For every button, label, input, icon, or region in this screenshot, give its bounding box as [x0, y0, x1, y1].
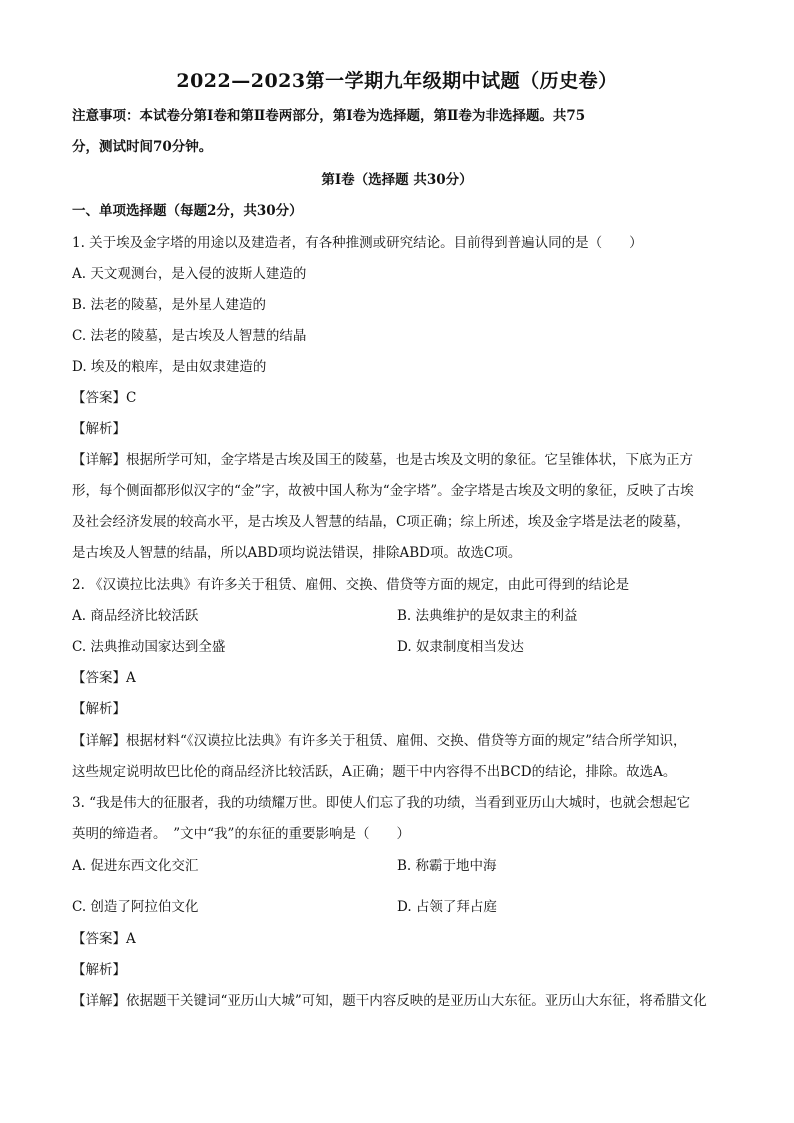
q1-analysis-label: 【解析】 [72, 421, 126, 437]
q2-answer: 【答案】A [72, 670, 136, 686]
q1-option-c: C. 法老的陵墓，是古埃及人智慧的结晶 [72, 328, 307, 344]
q2-options-row-1 [72, 606, 732, 626]
q3-stem-line-2: 英明的缔造者。 ”文中“我”的东征的重要影响是（ ） [72, 826, 410, 842]
q1-detail-line: 是古埃及人智慧的结晶，所以ABD项均说法错误，排除ABD项。故选C项。 [72, 545, 522, 561]
q3-stem-line-1: 3. “我是伟大的征服者，我的功绩耀万世。即使人们忘了我的功绩，当看到亚历山大城时，也就会想起它 [72, 795, 691, 811]
q2-stem: 2. 《汉谟拉比法典》有许多关于租赁、雇佣、交换、借贷等方面的规定，由此可得到的结论是 [72, 577, 630, 593]
q1-detail-line: 【详解】根据所学可知，金字塔是古埃及国王的陵墓，也是古埃及文明的象征。它呈锥体状，下底为正方 [72, 452, 693, 468]
q1-option-a: A. 天文观测台，是入侵的波斯人建造的 [72, 266, 307, 282]
page-title: 2022—2023第一学期九年级期中试题（历史卷） [176, 70, 618, 92]
q3-detail-line: 【详解】依据题干关键词“亚历山大城”可知，题干内容反映的是亚历山大东征。亚历山大东征，将希腊文化 [72, 993, 707, 1009]
q3-options-row-1 [72, 856, 732, 876]
part-title: 一、单项选择题（每题2分，共30分） [72, 203, 303, 219]
q2-option-a: A. 商品经济比较活跃 [72, 608, 199, 624]
q3-option-c: C. 创造了阿拉伯文化 [72, 899, 199, 915]
q3-answer: 【答案】A [72, 931, 136, 947]
q3-option-a: A. 促进东西文化交汇 [72, 858, 199, 874]
section-title: 第Ⅰ卷（选择题 共30分） [321, 172, 473, 188]
q1-option-b: B. 法老的陵墓，是外星人建造的 [72, 297, 267, 313]
q2-option-c: C. 法典推动国家达到全盛 [72, 639, 226, 655]
q1-answer: 【答案】C [72, 390, 137, 406]
q1-detail-line: 及社会经济发展的较高水平，是古埃及人智慧的结晶，C项正确；综上所述，埃及金字塔是法老的陵墓， [72, 514, 690, 530]
q3-options-row-2 [72, 897, 732, 917]
q2-analysis-label: 【解析】 [72, 701, 126, 717]
notice-line-2: 分，测试时间70分钟。 [72, 139, 213, 155]
q2-option-b: B. 法典维护的是奴隶主的利益 [397, 608, 578, 624]
q3-option-d: D. 占领了拜占庭 [397, 899, 497, 915]
q1-detail-line: 形，每个侧面都形似汉字的“金”字，故被中国人称为“金字塔”。金字塔是古埃及文明的象征，反映了古埃 [72, 483, 694, 499]
q2-options-row-2 [72, 637, 732, 657]
q2-option-d: D. 奴隶制度相当发达 [397, 639, 524, 655]
q1-stem: 1. 关于埃及金字塔的用途以及建造者，有各种推测或研究结论。目前得到普遍认同的是（ ） [72, 235, 643, 251]
q2-detail-line: 这些规定说明故巴比伦的商品经济比较活跃，A正确；题干中内容得不出BCD的结论，排除。故选A。 [72, 764, 677, 780]
notice-line-1: 注意事项：本试卷分第Ⅰ卷和第Ⅱ卷两部分，第Ⅰ卷为选择题，第Ⅱ卷为非选择题。共75 [72, 108, 586, 124]
q2-detail-line: 【详解】根据材料“《汉谟拉比法典》有许多关于租赁、雇佣、交换、借贷等方面的规定”结合所学知识， [72, 733, 687, 749]
q1-option-d: D. 埃及的粮库，是由奴隶建造的 [72, 359, 267, 375]
q3-option-b: B. 称霸于地中海 [397, 858, 497, 874]
q3-analysis-label: 【解析】 [72, 962, 126, 978]
